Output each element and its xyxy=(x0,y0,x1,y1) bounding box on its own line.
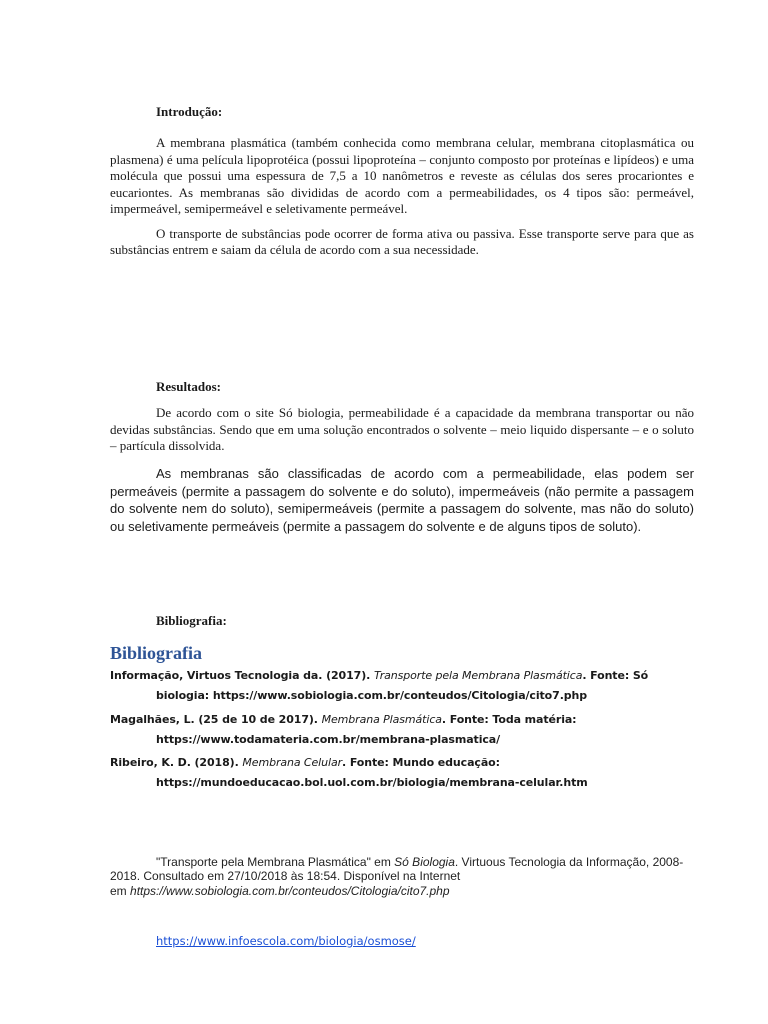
results-paragraph-1: De acordo com o site Só biologia, permeabilidade é a capacidade da membrana transportar ou não devidas substâncias. Sendo que em uma solução encontrados o solvente – meio liquido dispersante – e o soluto – partícula dissolvida. xyxy=(110,405,694,453)
citation-note xyxy=(110,855,694,883)
bibliography-heading: Bibliografia: xyxy=(156,613,227,628)
results-paragraph-2: As membranas são classificadas de acordo com a permeabilidade, elas podem ser permeáveis (permite a passagem do solvente e do soluto), impermeáveis (não permite a passagem do solvente nem do soluto), semipermeáveis (permite a passagem do solvente, mas não do soluto) ou seletivamente permeáveis (permite a passagem do solvente e de alguns tipos de soluto). xyxy=(110,466,694,534)
citation-text: em xyxy=(110,884,131,898)
citation-url: https://www.sobiologia.com.br/conteudos/Citologia/cito7.php xyxy=(130,884,450,898)
reference-source: . Fonte: Só xyxy=(582,669,649,682)
reference-item xyxy=(110,666,710,706)
reference-title: Membrana Plasmática xyxy=(321,713,442,726)
reference-title: Transporte pela Membrana Plasmática xyxy=(373,669,583,682)
citation-text: "Transporte pela Membrana Plasmática" em xyxy=(156,855,395,869)
osmose-link[interactable]: https://www.infoescola.com/biologia/osmose/ xyxy=(156,934,416,948)
reference-item xyxy=(110,710,710,750)
citation-text: . Virtuous Tecnologia da Informação, 2008-2018. Consultado em 27/10/2018 às 18:54. Disponível na Internet xyxy=(110,855,684,883)
reference-title: Membrana Celular xyxy=(242,756,343,769)
reference-source: . Fonte: Toda matéria: xyxy=(441,713,577,726)
intro-paragraph-2: O transporte de substâncias pode ocorrer de forma ativa ou passiva. Esse transporte serve para que as substâncias entrem e saiam da célula de acordo com a sua necessidade. xyxy=(110,225,694,257)
intro-heading: Introdução: xyxy=(156,104,223,119)
reference-url: https://www.todamateria.com.br/membrana-plasmatica/ xyxy=(156,733,501,746)
intro-paragraph-1: A membrana plasmática (também conhecida como membrana celular, membrana citoplasmática ou plasmena) é uma película lipoprotéica (possui lipoproteína – conjunto composto por proteínas e lipídeos) e uma molécula que possui uma espessura de 7,5 a 10 nanômetros e reveste as células dos seres procariontes e eucariontes. As membranas são divididas de acordo com a permeabilidades, os 4 tipos são: permeável, impermeável, semipermeável e seletivamente permeável. xyxy=(110,135,694,216)
reference-source: . Fonte: Mundo educação: xyxy=(342,756,500,769)
citation-url-line xyxy=(110,884,694,898)
reference-url: https://mundoeducacao.bol.uol.com.br/biologia/membrana-celular.htm xyxy=(156,776,588,789)
reference-url: biologia: https://www.sobiologia.com.br/conteudos/Citologia/cito7.php xyxy=(156,689,588,702)
bibliography-title: Bibliografia xyxy=(110,643,203,663)
reference-author: Magalhães, L. (25 de 10 de 2017). xyxy=(110,713,322,726)
reference-author: Ribeiro, K. D. (2018). xyxy=(110,756,243,769)
reference-author: Informação, Virtuos Tecnologia da. (2017). xyxy=(110,669,374,682)
results-heading: Resultados: xyxy=(156,379,222,394)
reference-item xyxy=(110,753,710,793)
citation-site: Só Biologia xyxy=(394,855,455,869)
